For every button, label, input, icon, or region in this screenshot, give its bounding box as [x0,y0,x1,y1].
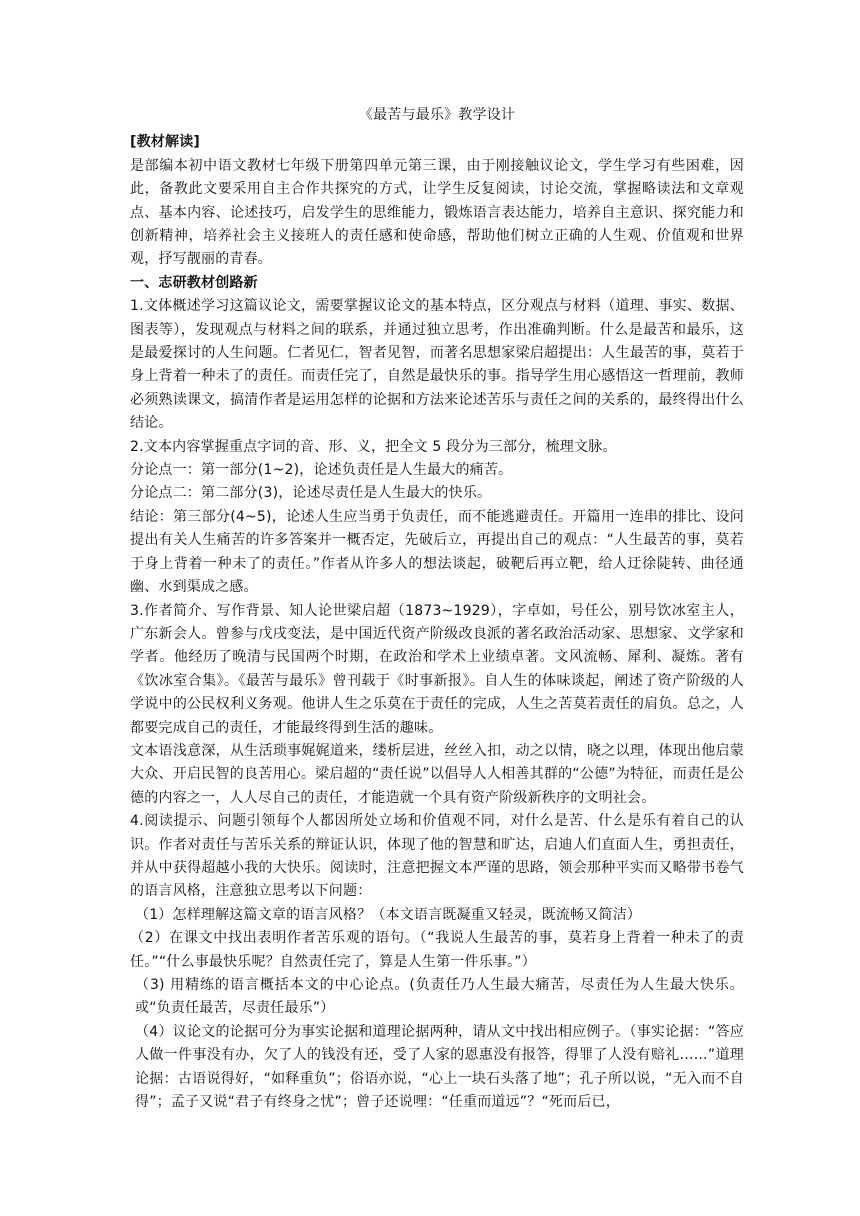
paragraph-sub-argument-1: 分论点一：第一部分(1~2)，论述负责任是人生最大的痛苦。 [130,462,513,479]
question-4: （4）议论文的论据可分为事实论据和道理论据两种，请从文中找出相应例子。（事实论据：“答应人做一件事没有办，欠了人的钱没有还，受了人家的恩惠没有报答，得罪了人没有赔礼……”道理论据：古语说得好，“如释重负”；俗语亦说，“心上一块石头落了地”；孔子所以说，“无入而不自得”；孟子又说“君子有终身之忧”；曾子还说哩：“任重而道远”？“死而后已， [135,1023,744,1111]
question-3: （3) 用精练的语言概括本文的中心论点。(负责任乃人生最大痛苦，尽责任为人生最大快乐。或“负责任最苦，尽责任最乐”） [135,977,744,1017]
paragraph-text-style: 文本语浅意深，从生活琐事娓娓道来，缕析层进，丝丝入扣，动之以情，晓之以理，体现出他启蒙大众、开启民智的良苦用心。梁启超的“责任说”以倡导人人相善其群的“公德”为特征，而责任是公德的内容之一，人人尽自己的责任，才能造就一个具有资产阶级新秩序的文明社会。 [130,742,744,806]
paragraph-genre-overview: 1.文体概述学习这篇议论文，需要掌握议论文的基本特点，区分观点与材料（道理、事实、数据、图表等），发现观点与材料之间的联系，并通过独立思考，作出准确判断。什么是最苦和最乐，这是最爱探讨的人生问题。仁者见仁，智者见智，而著名思想家梁启超提出：人生最苦的事，莫若于身上背着一种未了的责任。而责任完了，自然是最快乐的事。指导学生用心感悟这一哲理前，教师必须熟读课文，搞清作者是运用怎样的论据和方法来论述苦乐与责任之间的关系的，最终得出什么结论。 [130,298,744,432]
paragraph-sub-argument-2: 分论点二：第二部分(3)，论述尽责任是人生最大的快乐。 [130,485,492,502]
intro-paragraph: 是部编本初中语文教材七年级下册第四单元第三课，由于刚接触议论文，学生学习有些困难，因此，备教此文要采用自主合作共探究的方式，让学生反复阅读，讨论交流，掌握略读法和文章观点、基本内容、论述技巧，启发学生的思维能力，锻炼语言表达能力，培养自主意识、探究能力和创新精神，培养社会主义接班人的责任感和使命感，帮助他们树立正确的人生观、价值观和世界观，抒写靓丽的青春。 [130,157,744,268]
paragraph-conclusion: 结论：第三部分(4~5)，论述人生应当勇于负责任，而不能逃避责任。开篇用一连串的排比、设问提出有关人生痛苦的许多答案并一概否定，先破后立，再提出自己的观点：“人生最苦的事，莫若于身上背着一种未了的责任。”作者从许多人的想法谈起，破靶后再立靶，给人迂徐陡转、曲径通幽、水到渠成之感。 [130,508,744,596]
question-1: （1）怎样理解这篇文章的语言风格？（本文语言既凝重又轻灵，既流畅又简洁） [135,906,642,923]
paragraph-text-content: 2.文本内容掌握重点字词的音、形、义，把全文 5 段分为三部分，梳理文脉。 [130,438,617,455]
document-page [130,104,744,1114]
section-label-textbook-analysis: [教材解读] [130,134,200,151]
document-title: 《最苦与最乐》教学设计 [358,107,516,123]
paragraph-author-intro: 3.作者简介、写作背景、知人论世梁启超（1873~1929），字卓如，号任公，别号饮冰室主人，广东新会人。曾参与戊戌变法，是中国近代资产阶级改良派的著名政治活动家、思想家、文学家和学者。他经历了晚清与民国两个时期，在政治和学术上业绩卓著。文风流畅、犀利、凝炼。著有《饮冰室合集》。《最苦与最乐》曾刊载于《时事新报》。自人生的体味谈起，阐述了资产阶级的人学说中的公民权利义务观。他讲人生之乐莫在于责任的完成，人生之苦莫若责任的肩负。总之，人都要完成自己的责任，才能最终得到生活的趣味。 [130,602,744,736]
paragraph-reading-tips: 4.阅读提示、问题引领每个人都因所处立场和价值观不同，对什么是苦、什么是乐有着自己的认识。作者对责任与苦乐关系的辩证认识，体现了他的智慧和旷达，启迪人们直面人生，勇担责任，并从中获得超越小我的大快乐。阅读时，注意把握文本严谨的思路，领会那种平实而又略带书卷气的语言风格，注意独立思考以下问题： [130,813,744,900]
section-heading-1: 一、志研教材创路新 [130,274,258,291]
question-2: （2）在课文中找出表明作者苦乐观的语句。（“我说人生最苦的事，莫若身上背着一种未了的责任。”“什么事最快乐呢？自然责任完了，算是人生第一件乐事。”） [130,930,744,970]
